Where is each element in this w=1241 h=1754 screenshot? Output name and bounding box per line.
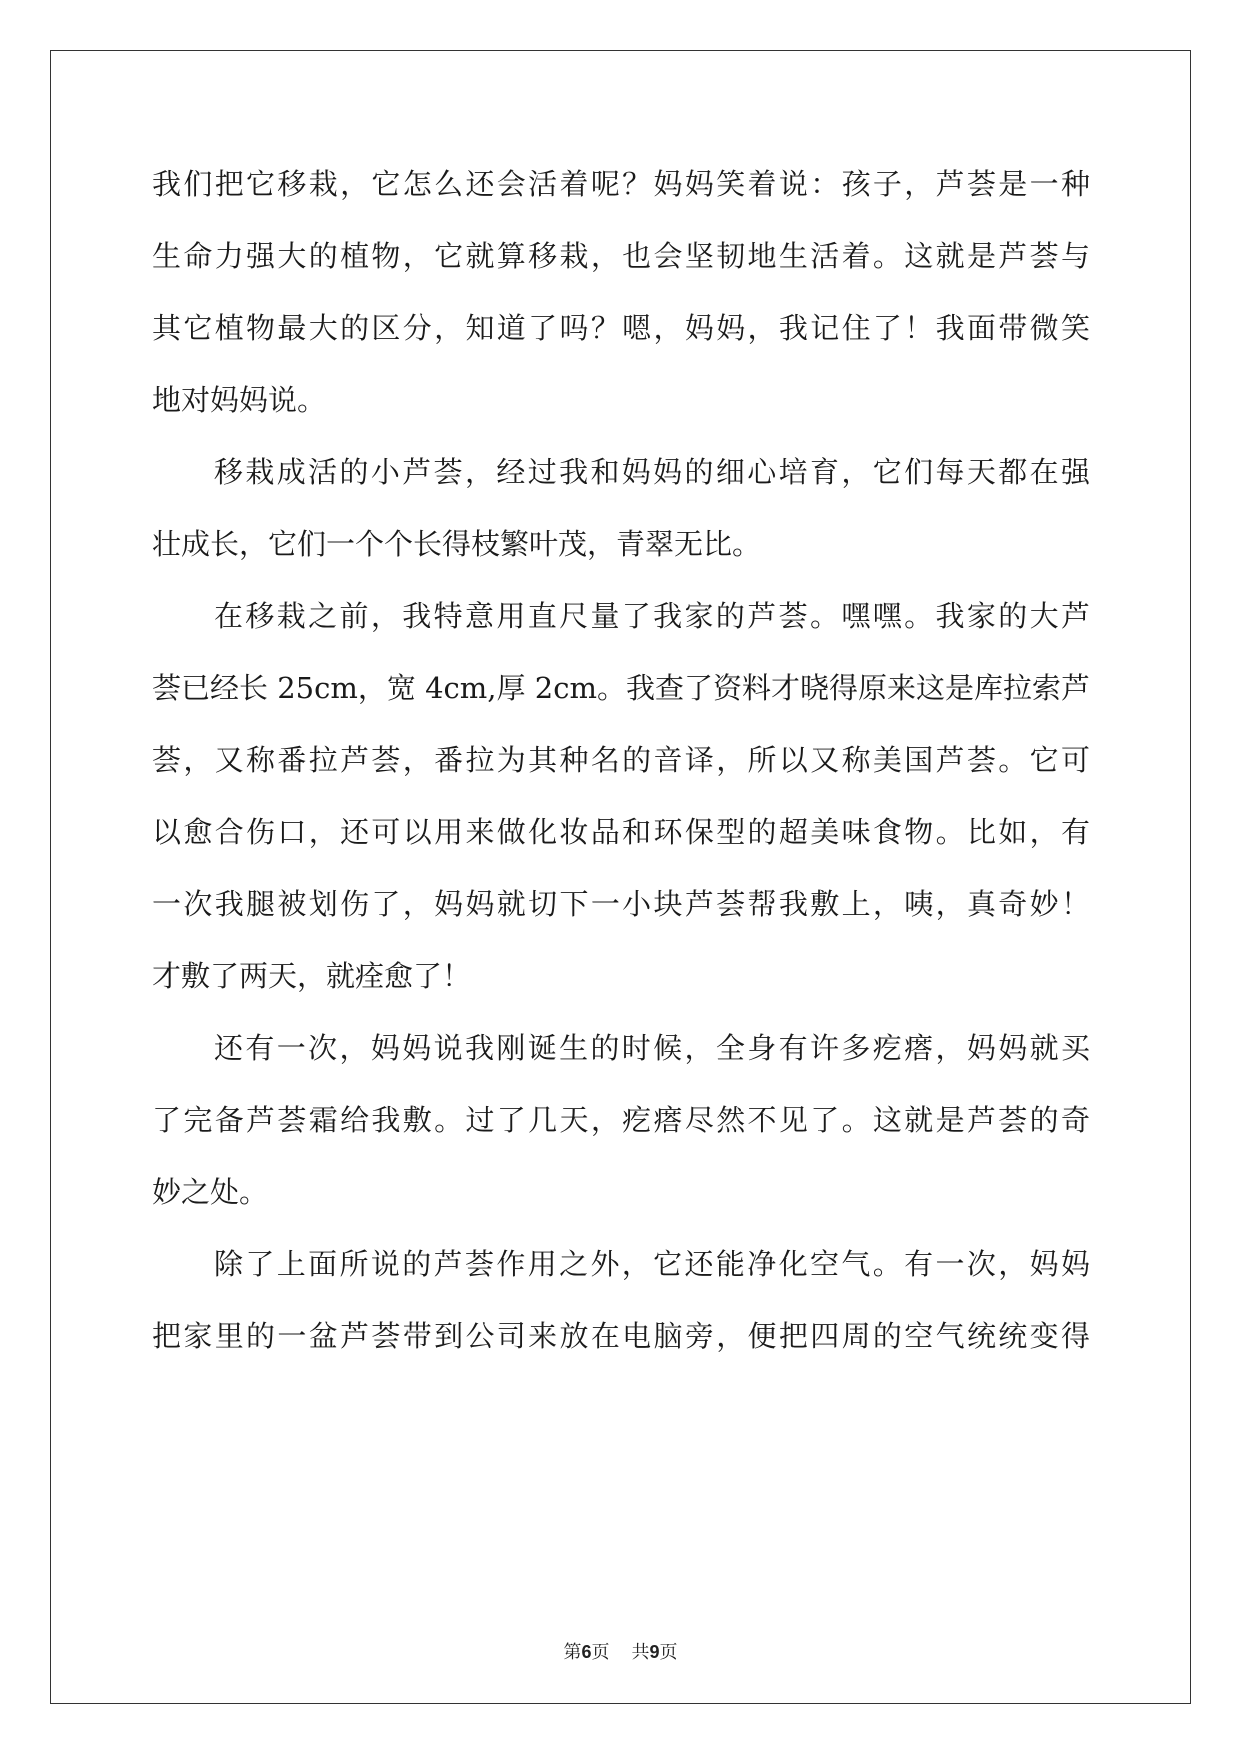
text-line: 移栽成活的小芦荟，经过我和妈妈的细心培育，它们每天都在强 (214, 455, 1090, 489)
total-pages-prefix: 共 (631, 1642, 650, 1663)
text-line: 才敷了两天，就痊愈了！ (152, 959, 472, 993)
text-line: 妙之处。 (152, 1175, 269, 1209)
page-number-suffix: 页 (591, 1642, 610, 1663)
text-line: 一次我腿被划伤了，妈妈就切下一小块芦荟帮我敷上，咦，真奇妙！ (152, 887, 1090, 921)
text-line: 把家里的一盆芦荟带到公司来放在电脑旁，便把四周的空气统统变得 (152, 1319, 1090, 1353)
total-pages-number: 9 (649, 1642, 660, 1662)
total-pages-suffix: 页 (659, 1642, 678, 1663)
text-line: 还有一次，妈妈说我刚诞生的时候，全身有许多疙瘩，妈妈就买 (214, 1031, 1090, 1065)
text-line: 荟已经长 25cm，宽 4cm,厚 2cm。我查了资料才晓得原来这是库拉索芦 (152, 671, 1090, 705)
text-line: 荟，又称番拉芦荟，番拉为其种名的音译，所以又称美国芦荟。它可 (152, 743, 1090, 777)
text-line: 生命力强大的植物，它就算移栽，也会坚韧地生活着。这就是芦荟与 (152, 239, 1090, 273)
page-footer (0, 1640, 1241, 1665)
text-line: 壮成长，它们一个个长得枝繁叶茂，青翠无比。 (152, 527, 762, 561)
current-page-number: 6 (581, 1642, 592, 1662)
text-line: 其它植物最大的区分，知道了吗？嗯，妈妈，我记住了！我面带微笑 (152, 311, 1090, 345)
text-line: 了完备芦荟霜给我敷。过了几天，疙瘩尽然不见了。这就是芦荟的奇 (152, 1103, 1090, 1137)
page-border (50, 50, 1191, 1704)
text-line: 我们把它移栽，它怎么还会活着呢？妈妈笑着说：孩子，芦荟是一种 (152, 167, 1090, 201)
text-line: 在移栽之前，我特意用直尺量了我家的芦荟。嘿嘿。我家的大芦 (214, 599, 1090, 633)
text-line: 地对妈妈说。 (152, 383, 327, 417)
page-number-prefix: 第 (563, 1642, 582, 1663)
text-line: 除了上面所说的芦荟作用之外，它还能净化空气。有一次，妈妈 (214, 1247, 1090, 1281)
text-line: 以愈合伤口，还可以用来做化妆品和环保型的超美味食物。比如，有 (152, 815, 1090, 849)
